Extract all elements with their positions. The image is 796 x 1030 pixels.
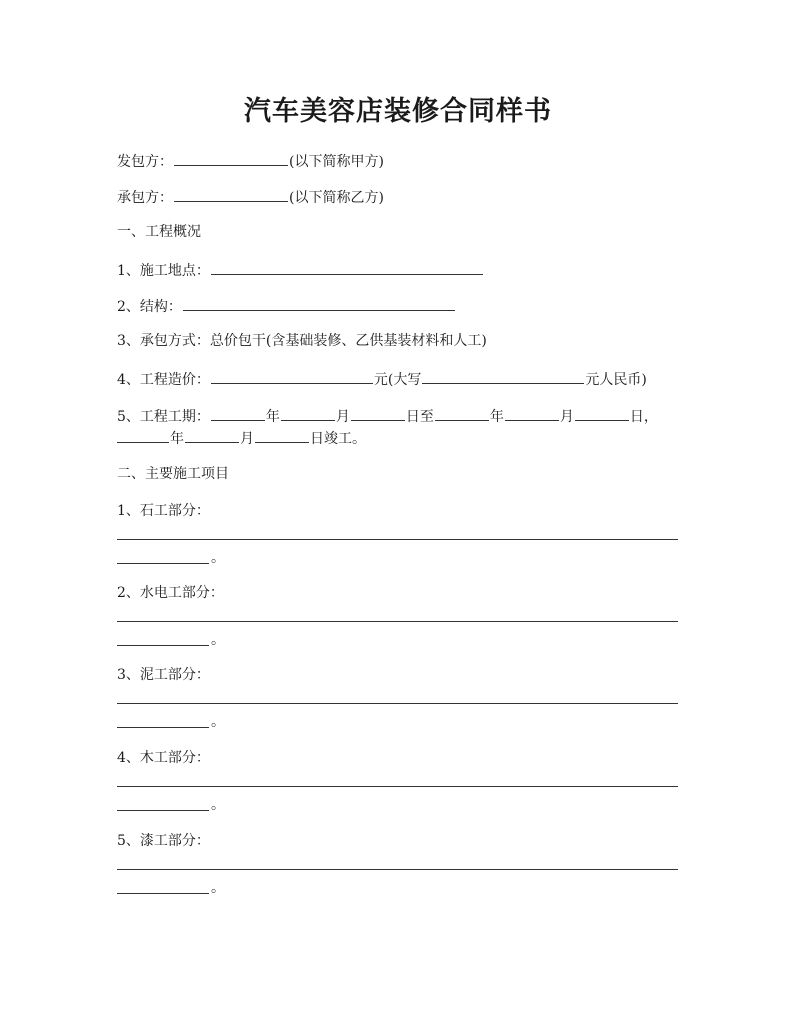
item-plumbing-rule[interactable] [117, 621, 678, 622]
period-label: 5、工程工期： [117, 409, 210, 425]
complete-month-blank[interactable] [185, 426, 239, 443]
party-b-line [117, 185, 384, 209]
cost-unit: 元(大写 [373, 372, 422, 388]
year-text: 年 [489, 409, 504, 425]
period-line-2 [117, 426, 366, 450]
cost-line [117, 367, 647, 391]
item-painting-rule[interactable] [117, 869, 678, 870]
section2-heading: 二、主要施工项目 [117, 466, 229, 482]
cost-suffix: 元人民币) [585, 372, 647, 388]
start-year-blank[interactable] [211, 404, 265, 421]
period-line-1 [117, 404, 658, 428]
item-painting-end: 。 [211, 880, 225, 896]
structure-blank[interactable] [183, 294, 455, 311]
document-title: 汽车美容店装修合同样书 [244, 96, 552, 127]
party-a-line [117, 149, 384, 173]
cost-label: 4、工程造价： [117, 372, 210, 388]
location-label: 1、施工地点： [117, 263, 210, 279]
day-to-text: 日至 [405, 409, 434, 425]
item-stone-rule[interactable] [117, 539, 678, 540]
structure-label: 2、结构： [117, 299, 182, 315]
section1-heading: 一、工程概况 [117, 224, 201, 240]
item-masonry-end: 。 [211, 714, 225, 730]
month-text: 月 [335, 409, 350, 425]
party-a-blank[interactable] [174, 149, 288, 166]
start-day-blank[interactable] [351, 404, 405, 421]
day-comma-text: 日， [629, 409, 658, 425]
item-masonry-rule-end[interactable] [117, 727, 209, 728]
location-blank[interactable] [211, 258, 483, 275]
party-a-label: 发包方： [117, 154, 173, 170]
cost-amount-blank[interactable] [211, 367, 373, 384]
party-b-label: 承包方： [117, 190, 173, 206]
start-month-blank[interactable] [281, 404, 335, 421]
item-label-carpentry: 4、木工部分： [117, 750, 210, 766]
contract-mode-line: 3、承包方式：总价包干(含基础装修、乙供基装材料和人工) [117, 333, 487, 349]
end-year-blank[interactable] [435, 404, 489, 421]
item-carpentry-end: 。 [211, 797, 225, 813]
location-line [117, 258, 484, 282]
item-stone-end: 。 [211, 550, 225, 566]
item-stone-rule-end[interactable] [117, 563, 209, 564]
end-day-blank[interactable] [575, 404, 629, 421]
item-label-stone: 1、石工部分： [117, 503, 210, 519]
end-month-blank[interactable] [505, 404, 559, 421]
item-carpentry-rule[interactable] [117, 786, 678, 787]
year-text: 年 [265, 409, 280, 425]
month-text: 月 [559, 409, 574, 425]
year-text: 年 [170, 431, 184, 447]
party-b-suffix: (以下简称乙方) [289, 190, 384, 206]
item-label-painting: 5、漆工部分： [117, 833, 210, 849]
structure-line [117, 294, 456, 318]
item-painting-rule-end[interactable] [117, 893, 209, 894]
item-masonry-rule[interactable] [117, 703, 678, 704]
complete-year-blank[interactable] [117, 426, 169, 443]
party-b-blank[interactable] [174, 185, 288, 202]
item-label-plumbing: 2、水电工部分： [117, 585, 224, 601]
item-carpentry-rule-end[interactable] [117, 810, 209, 811]
item-label-masonry: 3、泥工部分： [117, 667, 210, 683]
day-complete-text: 日竣工。 [310, 431, 366, 447]
item-plumbing-rule-end[interactable] [117, 645, 209, 646]
cost-words-blank[interactable] [422, 367, 584, 384]
month-text: 月 [240, 431, 254, 447]
item-plumbing-end: 。 [211, 632, 225, 648]
complete-day-blank[interactable] [255, 426, 309, 443]
party-a-suffix: (以下简称甲方) [289, 154, 384, 170]
